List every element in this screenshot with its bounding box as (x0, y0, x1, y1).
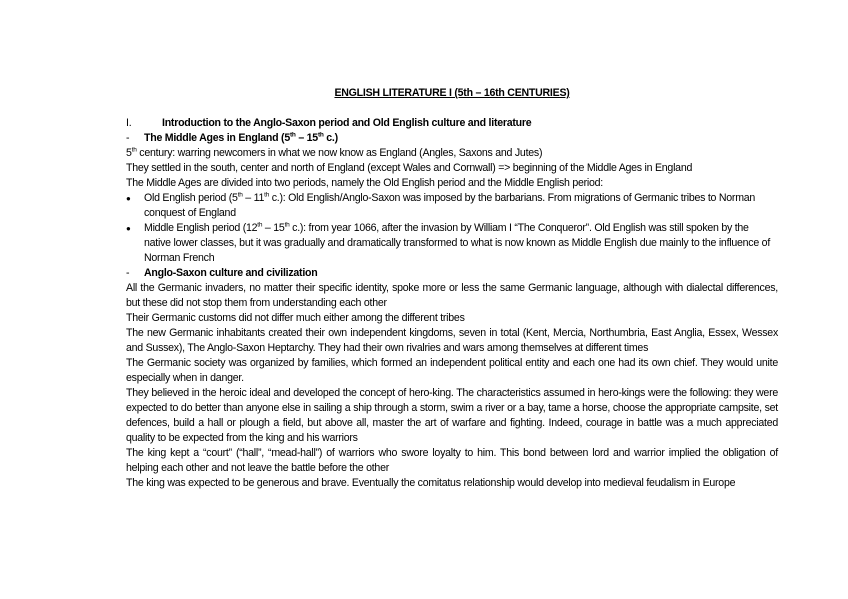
subheading-anglo-saxon (126, 266, 778, 281)
dash-marker: - (126, 267, 130, 279)
paragraph-settled: They settled in the south, center and north of England (except Wales and Cornwall) => beginning of the Middle Ages in England (126, 162, 693, 174)
text-part: c.): from year 1066, after the invasion by William I “The Conqueror”. Old English was still spoken by the native lower classes, but it was gradually and dramatically transformed to what is now known as Middle English due mainly to the influence of Norman French (144, 222, 771, 264)
paragraph-germanic-customs: Their Germanic customs did not differ much either among the different tribes (126, 312, 465, 324)
paragraph-heptarchy: The new Germanic inhabitants created their own independent kingdoms, seven in total (Kent, Mercia, Northumbria, East Anglia, Essex, Wessex and Sussex), The Anglo-Saxon Heptarchy. They had their own rivalries and wars among themselves at different times (126, 327, 778, 354)
paragraph-germanic-language: All the Germanic invaders, no matter their specific identity, spoke more or less the same Germanic language, although with dialectal differences, but these did not stop them from understanding each other (126, 282, 778, 309)
superscript: th (284, 221, 290, 229)
subheading-middle-ages (126, 131, 778, 146)
bullet-text (144, 191, 778, 221)
paragraph-comitatus: The king was expected to be generous and brave. Eventually the comitatus relationship would develop into medieval feudalism in Europe (126, 477, 736, 489)
superscript: th (317, 131, 324, 139)
text-part: Old English period (5 (144, 192, 238, 204)
bullet-middle-english (126, 221, 778, 266)
text-part: – 11 (242, 192, 265, 204)
bullet-icon: ● (126, 224, 131, 233)
subheading-text (144, 131, 338, 146)
superscript: th (237, 191, 243, 199)
subheading-text: Anglo-Saxon culture and civilization (144, 267, 318, 279)
superscript: th (131, 146, 137, 154)
bullet-text (144, 221, 778, 266)
section-heading (126, 116, 778, 131)
superscript: th (264, 191, 270, 199)
text-part: – 15 (262, 222, 285, 234)
dash-marker: - (126, 132, 130, 144)
bullet-old-english (126, 191, 778, 221)
document-page (126, 86, 778, 491)
subheading-part: – 15 (295, 132, 318, 144)
document-title: ENGLISH LITERATURE I (5th – 16th CENTURIES) (334, 87, 570, 99)
paragraph-society: The Germanic society was organized by families, which formed an independent political entity and each one had its own chief. They would unite especially when in danger. (126, 357, 778, 384)
superscript: th (257, 221, 263, 229)
paragraph-divided: The Middle Ages are divided into two periods, namely the Old English period and the Middle English period: (126, 177, 603, 189)
text-part: Middle English period (12 (144, 222, 258, 234)
paragraph-5th-century (126, 146, 778, 161)
text-part: c.): Old English/Anglo-Saxon was imposed by the barbarians. From migrations of Germanic tribes to Norman conquest of England (144, 192, 756, 219)
paragraph-hero-king: They believed in the heroic ideal and developed the concept of hero-king. The characteristics assumed in hero-kings were the following: they were expected to do better than anyone else in sailing a ship through a storm, swim a river or a bay, tame a horse, choose the appropriate campsite, set defences, build a hall or plough a field, but above all, master the art of warfare and fighting. Indeed, courage in battle was a much appreciated quality to be expected from the king and his warriors (126, 387, 778, 444)
text-part: 5 (126, 147, 132, 159)
section-title: Introduction to the Anglo-Saxon period and Old English culture and literature (162, 117, 532, 129)
section-number: I. (126, 117, 132, 129)
subheading-part: The Middle Ages in England (5 (144, 132, 290, 144)
subheading-part: c.) (323, 132, 338, 144)
superscript: th (289, 131, 296, 139)
text-part: century: warring newcomers in what we now know as England (Angles, Saxons and Jutes) (136, 147, 543, 159)
bullet-icon: ● (126, 194, 131, 203)
paragraph-court: The king kept a “court” (“hall”, “mead-hall”) of warriors who swore loyalty to him. This bond between lord and warrior implied the obligation of helping each other and not leave the battle before the other (126, 447, 778, 474)
